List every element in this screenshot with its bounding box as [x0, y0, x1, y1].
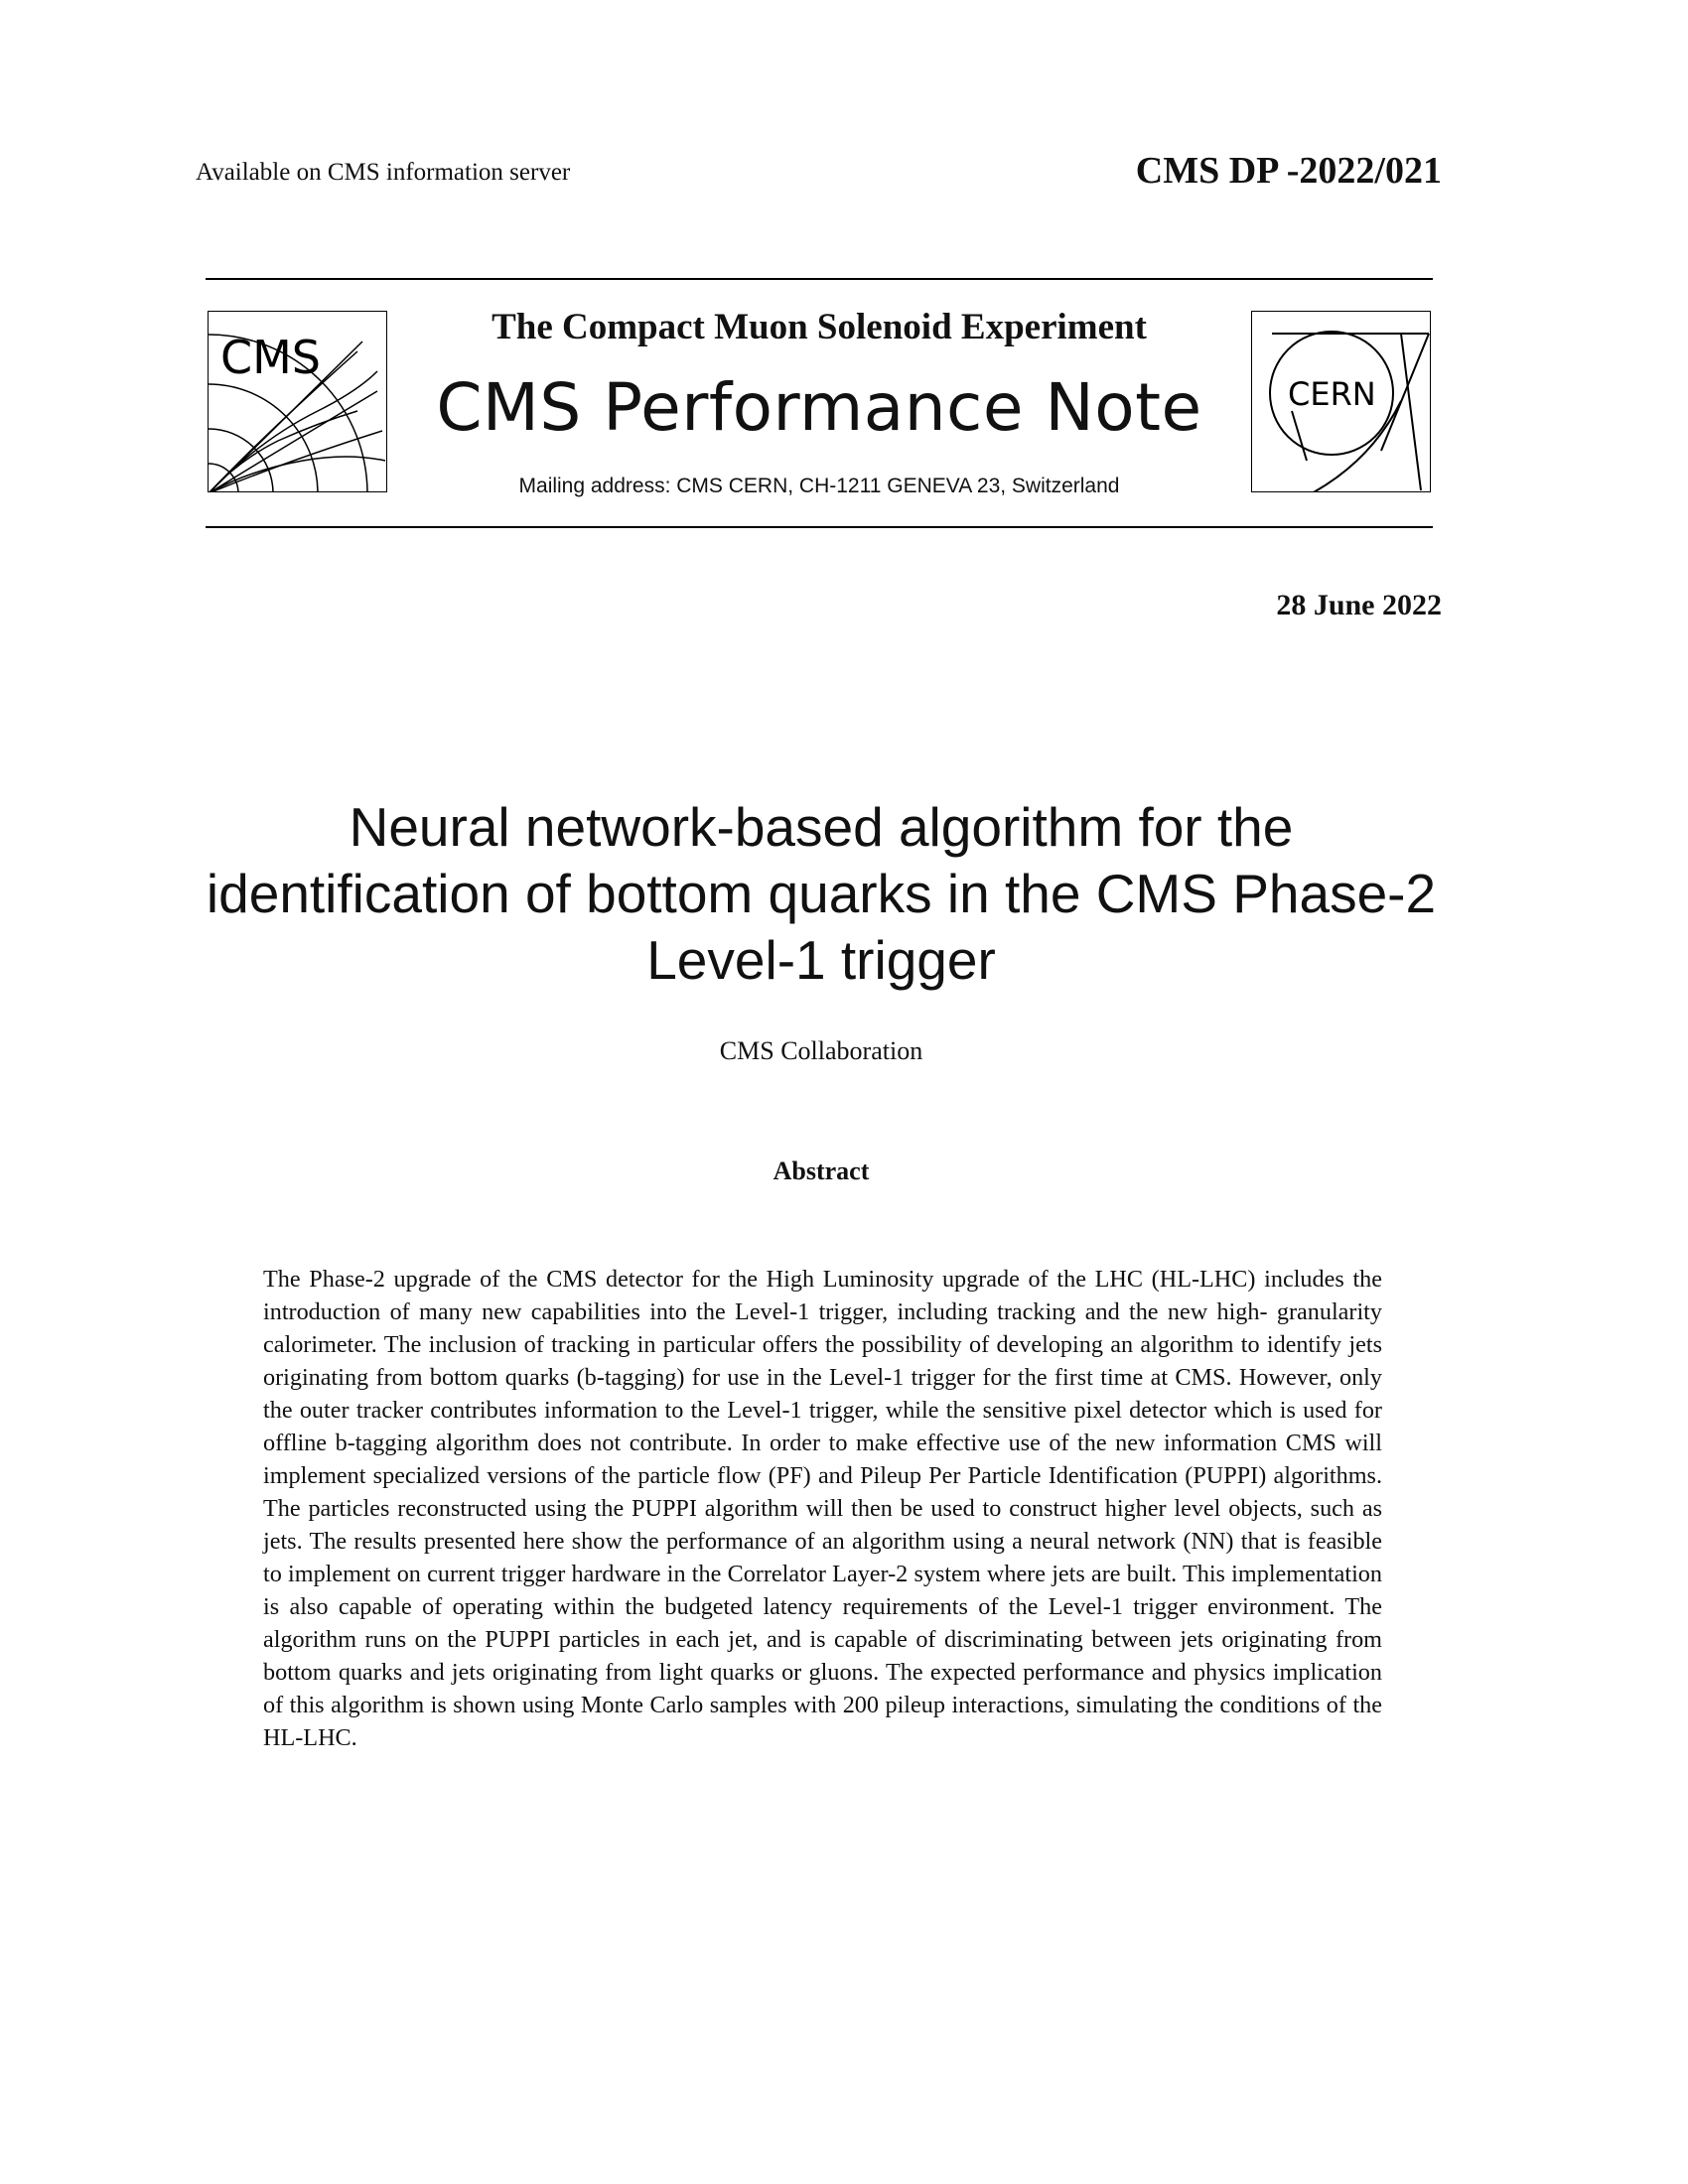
- abstract-heading: Abstract: [773, 1157, 870, 1185]
- document-number: CMS DP -2022/021: [1135, 150, 1442, 192]
- cern-logo-text: CERN: [1288, 375, 1376, 413]
- authors: CMS Collaboration: [719, 1036, 923, 1065]
- note-type: CMS Performance Note: [436, 369, 1202, 446]
- cms-logo-graphic: [209, 312, 387, 492]
- paper-title: Neural network-based algorithm for the identification of bottom quarks in the CMS Phase-2 Level-1 trigger: [206, 796, 1437, 991]
- cern-logo: [1251, 311, 1431, 492]
- cern-logo-graphic: [1252, 312, 1431, 492]
- header-bottom-rule: [206, 526, 1433, 528]
- mailing-address: Mailing address: CMS CERN, CH-1211 GENEVA 23, Switzerland: [518, 475, 1120, 497]
- availability-note: Available on CMS information server: [196, 159, 571, 186]
- header-top-rule: [206, 278, 1433, 280]
- cms-logo-text: CMS: [220, 331, 322, 384]
- publication-date: 28 June 2022: [1276, 589, 1442, 621]
- abstract-text: The Phase-2 upgrade of the CMS detector for the High Luminosity upgrade of the LHC (HL-LHC) includes the introduction of many new capabilities into the Level-1 trigger, including tracking and the new high- granularity calorimeter. The inclusion of tracking in particular offers the possibility of developing an algorithm to identify jets originating from bottom quarks (b-tagging) for use in the Level-1 trigger for the first time at CMS. However, only the outer tracker contributes information to the Level-1 trigger, while the sensitive pixel detector which is used for offline b-tagging algorithm does not contribute. In order to make effective use of the new information CMS will implement specialized versions of the particle flow (PF) and Pileup Per Particle Identification (PUPPI) algorithms. The particles reconstructed using the PUPPI algorithm will then be used to construct higher level objects, such as jets. The results presented here show the performance of an algorithm using a neural network (NN) that is feasible to implement on current trigger hardware in the Correlator Layer-2 system where jets are built. This implementation is also capable of operating within the budgeted latency requirements of the Level-1 trigger environment. The algorithm runs on the PUPPI particles in each jet, and is capable of discriminating between jets originating from bottom quarks and jets originating from light quarks or gluons. The expected performance and physics implication of this algorithm is shown using Monte Carlo samples with 200 pileup interactions, simulating the conditions of the HL-LHC.: [263, 1266, 1382, 1751]
- experiment-name: The Compact Muon Solenoid Experiment: [492, 307, 1147, 347]
- cms-logo: [208, 311, 387, 492]
